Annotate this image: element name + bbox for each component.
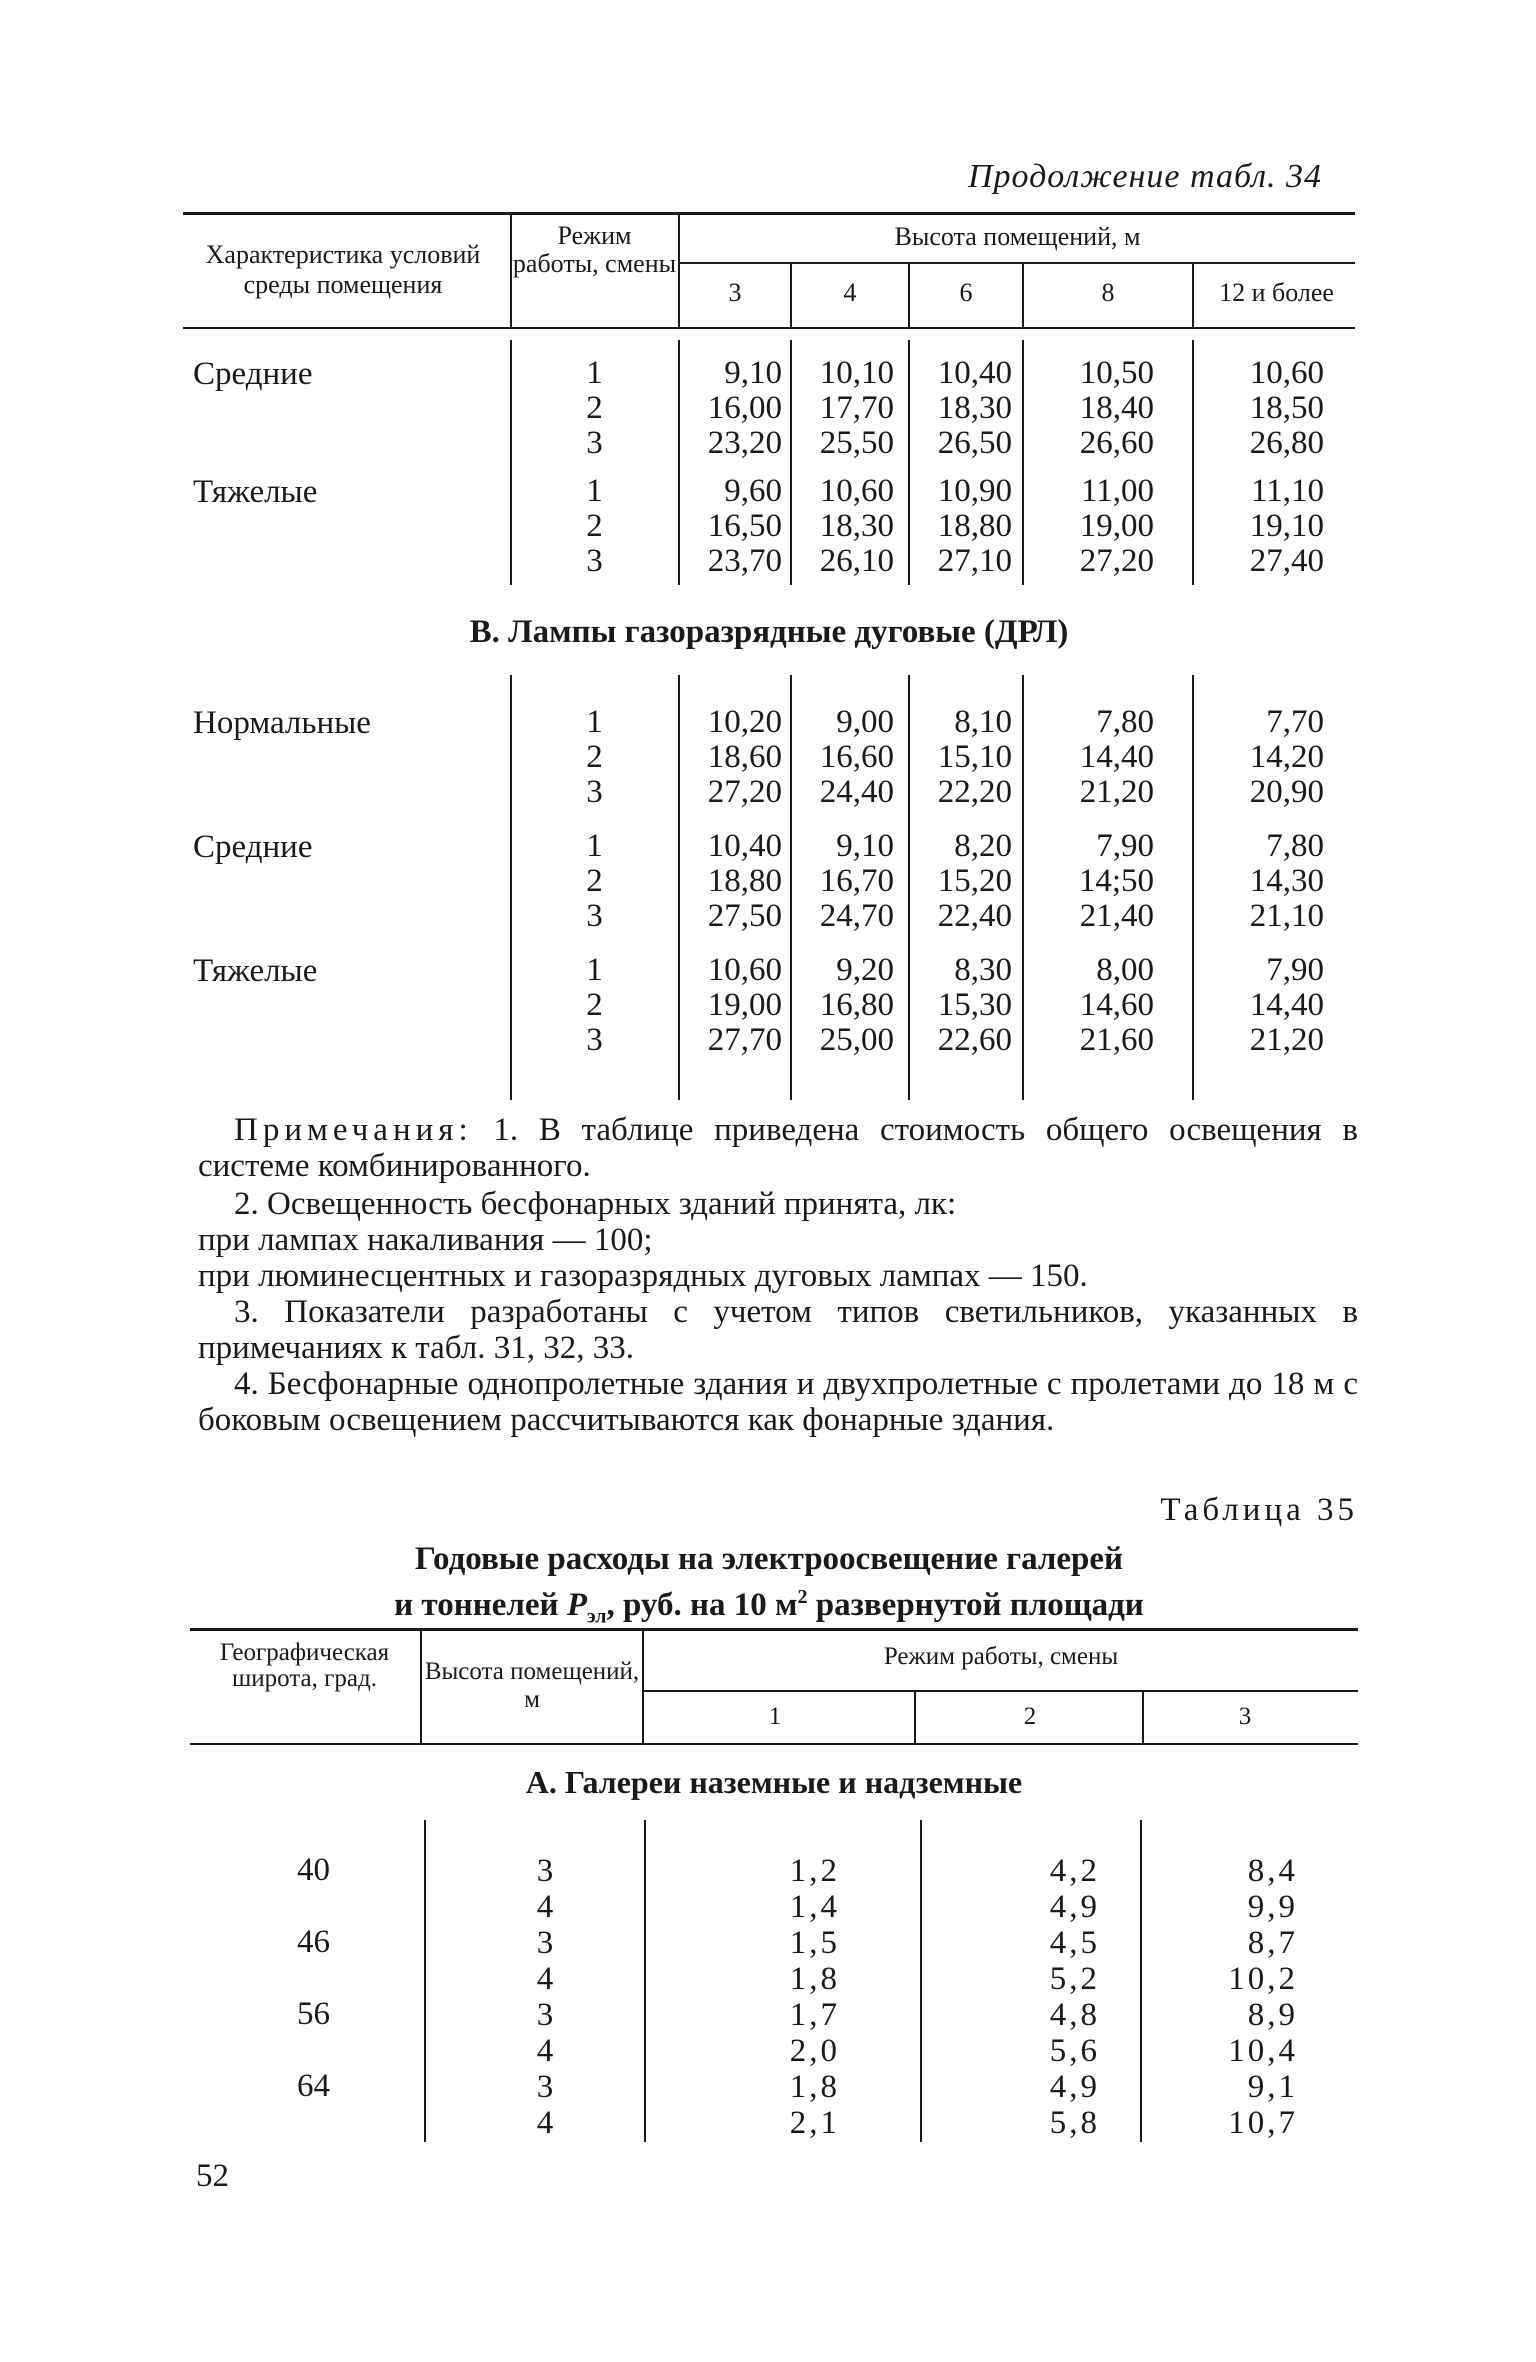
note-4: 4. Бесфонарные однопролетные здания и двухпролетные с пролетами до 18 м с боковым освещением рассчитываются как фонарные здания. xyxy=(198,1366,1358,1438)
note-1-text: 1. В таблице приведена стоимость общего освещения в системе комбинированного. xyxy=(198,1112,1358,1184)
header-characteristic: Характеристика условий среды помещения xyxy=(205,240,481,299)
row-label-heavy-2: Тяжелые xyxy=(193,953,318,989)
header-height-12: 12 и более xyxy=(1219,278,1334,307)
heights-col: 3 4 3 4 3 4 3 4 xyxy=(536,1853,554,2141)
mode1-col: 1,2 1,4 1,5 1,8 1,7 2,0 1,8 2,1 xyxy=(789,1853,840,2141)
row-label-medium-2: Средние xyxy=(193,829,313,865)
upper-col-h12: 10,60 18,50 26,80 11,10 19,10 27,40 xyxy=(1249,355,1324,579)
header-latitude: Географическая широта, град. xyxy=(219,1639,390,1692)
upper-col-h4: 10,10 17,70 25,50 10,60 18,30 26,10 xyxy=(819,355,894,579)
lower-col-h6: 8,10 15,10 22,20 8,20 15,20 22,40 8,30 15,30 22,60 xyxy=(937,704,1012,1058)
header-mode-2: 2 xyxy=(1023,1703,1037,1730)
header-height-6: 6 xyxy=(959,278,973,307)
lower-col-h3: 10,20 18,60 27,20 10,40 18,80 27,50 10,60 19,00 27,70 xyxy=(707,704,782,1058)
upper-col-h6: 10,40 18,30 26,50 10,90 18,80 27,10 xyxy=(937,355,1012,579)
header-mode-1: 1 xyxy=(768,1703,782,1730)
upper-col-h8: 10,50 18,40 26,60 11,00 19,00 27,20 xyxy=(1079,355,1154,579)
header-height-3: 3 xyxy=(728,278,742,307)
note-2: 2. Освещенность бесфонарных зданий принята, лк: xyxy=(234,1186,957,1222)
note-3: 3. Показатели разработаны с учетом типов светильников, указанных в примечаниях к табл. 31, 32, 33. xyxy=(198,1294,1358,1366)
latitudes-col: 40 46 56 64 xyxy=(297,1852,330,2104)
table-35-title-line2: и тоннелей $P_{эл}$, руб. на 10 $м^2$ развернутой площади xyxy=(394,1586,1144,1628)
note-2b: при люминесцентных и газоразрядных дуговых лампах — 150. xyxy=(198,1258,1088,1294)
upper-modes: 1 2 3 1 2 3 xyxy=(586,355,603,579)
header-height-group: Высота помещений, м xyxy=(894,222,1141,251)
lower-col-h8: 7,80 14,40 21,20 7,90 14;50 21,40 8,00 14,60 21,60 xyxy=(1078,704,1154,1058)
lower-col-h12: 7,70 14,20 20,90 7,80 14,30 21,10 7,90 14,40 21,20 xyxy=(1249,704,1324,1058)
lower-modes: 1 2 3 1 2 3 1 2 3 xyxy=(586,704,603,1058)
row-label-normal: Нормальные xyxy=(193,705,371,741)
mode2-col: 4,2 4,9 4,5 5,2 4,8 5,6 4,9 5,8 xyxy=(1049,1853,1100,2141)
note-2a: при лампах накаливания — 100; xyxy=(198,1222,653,1258)
header-height-8: 8 xyxy=(1101,278,1115,307)
upper-col-h3: 9,10 16,00 23,20 9,60 16,50 23,70 xyxy=(707,355,782,579)
section-b-heading: В. Лампы газоразрядные дуговые (ДРЛ) xyxy=(469,614,1069,650)
row-label-heavy: Тяжелые xyxy=(193,474,318,510)
header-mode: Режим работы, смены xyxy=(512,221,677,278)
page-number: 52 xyxy=(196,2158,229,2194)
table-35-title xyxy=(183,1540,1355,1636)
table-35-label: Таблица 35 xyxy=(1160,1492,1358,1528)
header-height-4: 4 xyxy=(843,278,857,307)
mode3-col: 8,4 9,9 8,7 10,2 8,9 10,4 9,1 10,7 xyxy=(1228,1853,1298,2141)
header-mode-group: Режим работы, смены xyxy=(883,1643,1119,1670)
table-35-title-line1: Годовые расходы на электроосвещение галерей xyxy=(414,1541,1124,1577)
lower-col-h4: 9,00 16,60 24,40 9,10 16,70 24,70 9,20 16,80 25,00 xyxy=(819,704,894,1058)
continuation-caption: Продолжение табл. 34 xyxy=(968,158,1323,195)
header-mode-3: 3 xyxy=(1238,1703,1252,1730)
section-a-heading: А. Галереи наземные и надземные xyxy=(525,1764,1023,1800)
header-room-height: Высота помещений, м xyxy=(424,1658,640,1713)
row-label-medium: Средние xyxy=(193,356,313,392)
note-1 xyxy=(198,1112,1358,1184)
notes-lead: Примечания: xyxy=(234,1112,473,1148)
